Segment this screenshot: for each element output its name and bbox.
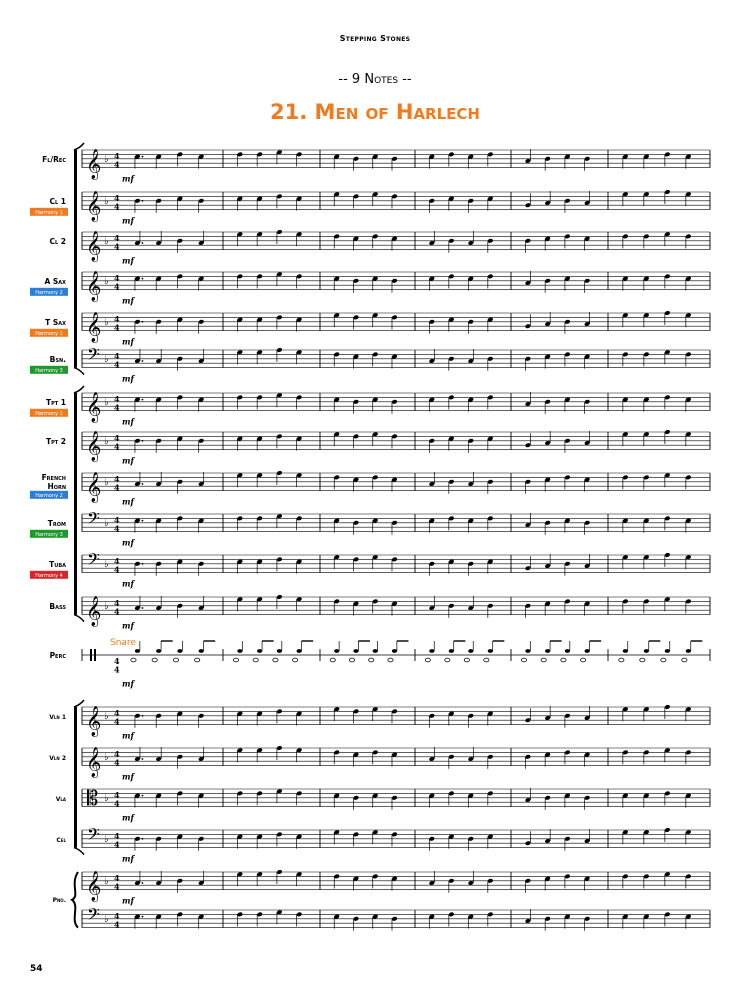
book-header: Stepping Stones — [339, 34, 411, 43]
dynamic-mark: mf — [122, 620, 134, 631]
time-signature-top: 4 — [114, 350, 120, 361]
time-signature-top: 4 — [114, 232, 120, 243]
staff-bsn- — [30, 344, 710, 384]
piano-brace — [72, 872, 78, 928]
section-subtitle: -- 9 Notes -- — [338, 72, 412, 87]
dynamic-mark: mf — [122, 496, 134, 507]
time-signature-bottom: 4 — [114, 241, 120, 252]
dot — [142, 156, 144, 158]
key-flat-icon: ♭ — [104, 833, 109, 845]
note-head — [135, 649, 140, 653]
note-head — [293, 658, 298, 662]
note-head — [237, 649, 242, 653]
time-signature-bottom: 4 — [114, 606, 120, 617]
time-signature-top: 4 — [114, 830, 120, 841]
time-signature-bottom: 4 — [114, 716, 120, 727]
staff-vln-2 — [49, 745, 710, 781]
instrument-label: A Sax — [44, 276, 66, 286]
dot — [142, 399, 144, 401]
harmony-badge-label: Harmony 1 — [35, 410, 63, 417]
instrument-label: Cl 2 — [49, 236, 66, 246]
instrument-label: Vla — [55, 795, 66, 803]
treble-clef-icon: 𝄞 — [86, 747, 102, 778]
staff-vln-1 — [49, 704, 710, 740]
note-head — [156, 649, 161, 653]
dynamic-mark: mf — [122, 255, 134, 266]
key-flat-icon: ♭ — [104, 195, 109, 207]
staff-bass — [49, 594, 710, 630]
dynamic-mark: mf — [122, 416, 134, 427]
staff-trom — [30, 508, 710, 548]
dot — [142, 440, 144, 442]
dot — [142, 520, 144, 522]
key-flat-icon: ♭ — [104, 792, 109, 804]
note-head — [257, 649, 262, 653]
strings-bracket — [74, 700, 84, 855]
dot — [142, 321, 144, 323]
staff-pno- — [53, 869, 710, 905]
bass-clef-icon: 𝄢 — [87, 903, 100, 928]
note-head — [277, 649, 282, 653]
harmony-badge-label: Harmony 1 — [35, 330, 63, 337]
treble-clef-icon: 𝄞 — [86, 472, 102, 503]
instrument-label: Trom — [47, 518, 66, 528]
time-signature-top: 4 — [114, 555, 120, 566]
note-head — [388, 658, 393, 662]
instrument-label: Bass — [49, 601, 66, 611]
time-signature-top: 4 — [114, 473, 120, 484]
time-signature-bottom: 4 — [114, 159, 120, 170]
note-head — [665, 649, 670, 653]
dot — [142, 563, 144, 565]
key-flat-icon: ♭ — [104, 600, 109, 612]
note-head — [173, 658, 178, 662]
dynamic-mark: mf — [122, 730, 134, 741]
dot — [142, 715, 144, 717]
note-head — [545, 649, 550, 653]
key-flat-icon: ♭ — [104, 751, 109, 763]
time-signature-bottom: 4 — [114, 839, 120, 850]
dot — [142, 200, 144, 202]
dynamic-mark: mf — [122, 853, 134, 864]
time-signature-bottom: 4 — [114, 881, 120, 892]
dot — [142, 758, 144, 760]
treble-clef-icon: 𝄞 — [86, 871, 102, 902]
time-signature-bottom: 4 — [114, 322, 120, 333]
staff-piano-lower — [82, 904, 710, 931]
note-head — [619, 658, 624, 662]
staff-a-sax — [30, 271, 710, 306]
key-flat-icon: ♭ — [104, 875, 109, 887]
time-signature-top: 4 — [114, 514, 120, 525]
time-signature-top: 4 — [114, 655, 120, 666]
note-head — [353, 649, 358, 653]
time-signature-top: 4 — [114, 313, 120, 324]
dot — [142, 242, 144, 244]
dynamic-mark: mf — [122, 173, 134, 184]
key-flat-icon: ♭ — [104, 275, 109, 287]
note-head — [565, 649, 570, 653]
note-head — [253, 658, 258, 662]
treble-clef-icon: 𝄞 — [86, 706, 102, 737]
treble-clef-icon: 𝄞 — [86, 392, 102, 423]
staff-tpt-2 — [46, 429, 710, 465]
dynamic-mark: mf — [122, 812, 134, 823]
instrument-label: Cl 1 — [49, 196, 66, 206]
key-flat-icon: ♭ — [104, 913, 109, 925]
note-head — [464, 658, 469, 662]
time-signature-top: 4 — [114, 393, 120, 404]
time-signature-bottom: 4 — [114, 919, 120, 930]
dot — [142, 795, 144, 797]
note-head — [429, 649, 434, 653]
time-signature-bottom: 4 — [114, 281, 120, 292]
instrument-label: Fl/Rec — [42, 154, 66, 164]
note-head — [661, 658, 666, 662]
time-signature-top: 4 — [114, 150, 120, 161]
note-head — [199, 649, 204, 653]
note-head — [273, 658, 278, 662]
dynamic-mark: mf — [122, 215, 134, 226]
staff-tpt-1 — [30, 392, 710, 427]
harmony-badge-label: Harmony 2 — [35, 492, 63, 499]
note-head — [131, 658, 136, 662]
staff-tuba — [30, 549, 710, 589]
note-head — [445, 658, 450, 662]
note-head — [425, 658, 430, 662]
treble-clef-icon: 𝄞 — [86, 149, 102, 180]
note-head — [468, 649, 473, 653]
treble-clef-icon: 𝄞 — [86, 231, 102, 262]
alto-clef-icon: 𝄡 — [87, 786, 99, 811]
note-head — [525, 649, 530, 653]
instrument-label: Vln 2 — [49, 754, 66, 762]
staff-fl-rec — [42, 149, 710, 184]
dynamic-mark: mf — [122, 295, 134, 306]
instrument-label: Vln 1 — [49, 713, 66, 721]
instrument-label: French — [41, 472, 66, 482]
time-signature-bottom: 4 — [114, 564, 120, 575]
treble-clef-icon: 𝄞 — [86, 191, 102, 222]
note-head — [195, 658, 200, 662]
note-head — [561, 658, 566, 662]
note-head — [686, 649, 691, 653]
time-signature-bottom: 4 — [114, 798, 120, 809]
note-head — [484, 658, 489, 662]
key-flat-icon: ♭ — [104, 316, 109, 328]
key-flat-icon: ♭ — [104, 235, 109, 247]
key-flat-icon: ♭ — [104, 435, 109, 447]
dynamic-mark: mf — [122, 455, 134, 466]
perc-clef-icon — [90, 649, 92, 661]
time-signature-top: 4 — [114, 272, 120, 283]
note-head — [152, 658, 157, 662]
time-signature-bottom: 4 — [114, 359, 120, 370]
bass-clef-icon: 𝄢 — [87, 823, 100, 848]
key-flat-icon: ♭ — [104, 396, 109, 408]
woodwind-bracket — [74, 143, 84, 375]
dot — [142, 483, 144, 485]
instrument-label: Cel — [56, 836, 66, 844]
staff-t-sax — [30, 310, 710, 346]
dot — [142, 278, 144, 280]
time-signature-top: 4 — [114, 597, 120, 608]
time-signature-bottom: 4 — [114, 664, 120, 675]
harmony-badge-label: Harmony 3 — [35, 531, 63, 538]
instrument-label: Bsn. — [49, 354, 66, 364]
note-head — [373, 649, 378, 653]
instrument-label: T Sax — [45, 317, 66, 327]
bass-clef-icon: 𝄢 — [87, 343, 100, 368]
time-signature-top: 4 — [114, 192, 120, 203]
treble-clef-icon: 𝄞 — [86, 596, 102, 627]
harmony-badge-label: Harmony 3 — [35, 367, 63, 374]
instrument-label: Tuba — [49, 559, 66, 569]
key-flat-icon: ♭ — [104, 353, 109, 365]
treble-clef-icon: 𝄞 — [86, 271, 102, 302]
note-head — [297, 649, 302, 653]
dynamic-mark: mf — [122, 373, 134, 384]
note-head — [330, 658, 335, 662]
staff-perc — [50, 641, 710, 689]
harmony-badge-label: Harmony 2 — [35, 289, 63, 296]
harmony-badge-label: Harmony 4 — [35, 572, 63, 579]
harmony-badge-label: Harmony 1 — [35, 209, 63, 216]
key-flat-icon: ♭ — [104, 476, 109, 488]
note-head — [233, 658, 238, 662]
bass-clef-icon: 𝄢 — [87, 548, 100, 573]
brass-bracket — [74, 386, 84, 622]
staff-cl-2 — [49, 229, 710, 265]
note-head — [449, 649, 454, 653]
time-signature-bottom: 4 — [114, 523, 120, 534]
dynamic-mark: mf — [122, 578, 134, 589]
time-signature-top: 4 — [114, 789, 120, 800]
key-flat-icon: ♭ — [104, 153, 109, 165]
note-head — [644, 649, 649, 653]
piece-title: 21. Men of Harlech — [270, 100, 480, 124]
time-signature-top: 4 — [114, 432, 120, 443]
note-head — [623, 649, 628, 653]
time-signature-bottom: 4 — [114, 757, 120, 768]
note-head — [521, 658, 526, 662]
note-head — [585, 649, 590, 653]
bass-clef-icon: 𝄢 — [87, 507, 100, 532]
time-signature-bottom: 4 — [114, 441, 120, 452]
dynamic-mark: mf — [122, 771, 134, 782]
note-head — [541, 658, 546, 662]
treble-clef-icon: 𝄞 — [86, 312, 102, 343]
note-head — [349, 658, 354, 662]
dot — [142, 882, 144, 884]
note-head — [177, 649, 182, 653]
time-signature-top: 4 — [114, 707, 120, 718]
time-signature-top: 4 — [114, 748, 120, 759]
dot — [142, 607, 144, 609]
dynamic-mark: mf — [122, 678, 134, 689]
note-head — [640, 658, 645, 662]
key-flat-icon: ♭ — [104, 517, 109, 529]
key-flat-icon: ♭ — [104, 710, 109, 722]
instrument-label: Horn — [47, 481, 66, 491]
note-head — [392, 649, 397, 653]
instrument-label: Pno. — [52, 896, 66, 904]
key-flat-icon: ♭ — [104, 558, 109, 570]
treble-clef-icon: 𝄞 — [86, 431, 102, 462]
time-signature-bottom: 4 — [114, 402, 120, 413]
staff-french-horn — [30, 470, 710, 506]
dynamic-mark: mf — [122, 537, 134, 548]
instrument-label: Tpt 1 — [45, 397, 66, 407]
time-signature-top: 4 — [114, 872, 120, 883]
instrument-label: Perc — [49, 651, 66, 660]
staff-vla — [56, 786, 710, 822]
dot — [142, 838, 144, 840]
instrument-label: Tpt 2 — [45, 436, 66, 446]
dynamic-mark: mf — [122, 895, 134, 906]
note-head — [369, 658, 374, 662]
snare-label: Snare — [110, 638, 136, 648]
time-signature-bottom: 4 — [114, 201, 120, 212]
note-head — [488, 649, 493, 653]
page-number: 54 — [30, 964, 43, 974]
staff-cl-1 — [30, 189, 710, 225]
note-head — [581, 658, 586, 662]
note-head — [334, 649, 339, 653]
time-signature-bottom: 4 — [114, 482, 120, 493]
staff-cel — [56, 824, 710, 864]
dot — [142, 916, 144, 918]
note-head — [682, 658, 687, 662]
dot — [142, 360, 144, 362]
dynamic-mark: mf — [122, 336, 134, 347]
time-signature-top: 4 — [114, 910, 120, 921]
